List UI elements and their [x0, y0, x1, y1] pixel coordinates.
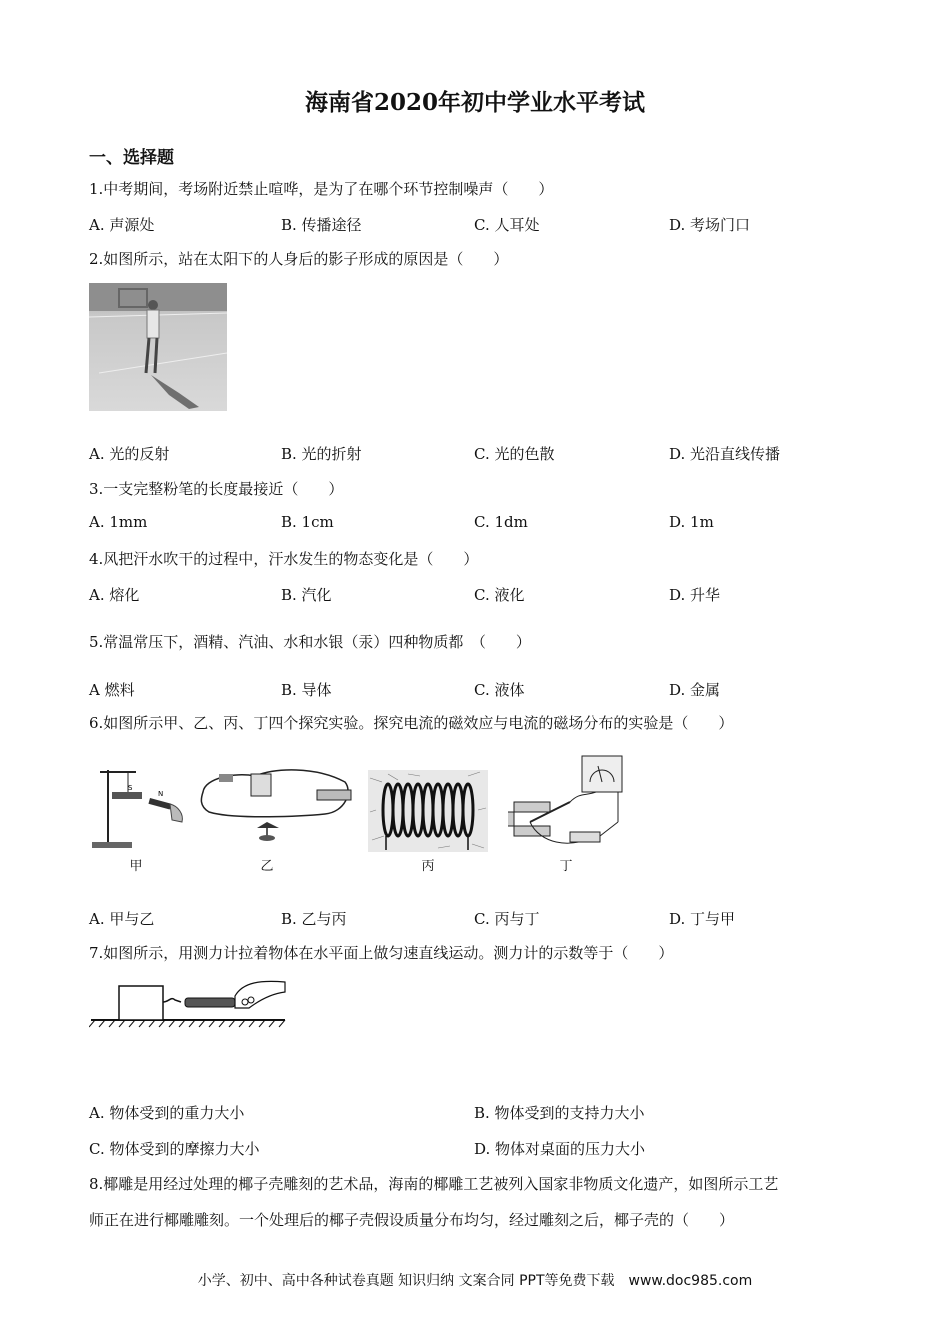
- q3-option-a: A. 1mm: [89, 513, 148, 531]
- q5-option-d: D. 金属: [669, 681, 721, 699]
- q2-option-a: A. 光的反射: [89, 445, 170, 463]
- figure-caption-ding: 丁: [559, 859, 573, 874]
- q5-option-b: B. 导体: [281, 681, 332, 699]
- question-8-stem-line1: 8.椰雕是用经过处理的椰子壳雕刻的艺术品，海南的椰雕工艺被列入国家非物质文化遗产，如图所示工艺: [89, 1175, 779, 1193]
- question-3-stem: 3.一支完整粉笔的长度最接近（ ）: [89, 480, 344, 498]
- figure-yi-circuit-compass: [195, 762, 355, 852]
- q3-option-c: C. 1dm: [474, 513, 528, 531]
- figure-jia-magnet-stand: [88, 762, 188, 852]
- question-4-stem: 4.风把汗水吹干的过程中，汗水发生的物态变化是（ ）: [89, 550, 479, 568]
- q4-option-c: C. 液化: [474, 586, 525, 604]
- svg-text:S: S: [128, 784, 133, 792]
- figure-caption-yi: 乙: [260, 859, 274, 874]
- q7-option-c: C. 物体受到的摩擦力大小: [89, 1140, 260, 1158]
- figure-bing-solenoid-filings: [368, 770, 488, 852]
- q6-option-a: A. 甲与乙: [89, 910, 155, 928]
- question-8-stem-line2: 师正在进行椰雕雕刻。一个处理后的椰子壳假设质量分布均匀，经过雕刻之后，椰子壳的（ ）: [89, 1211, 735, 1229]
- q5-option-a: A 燃料: [89, 681, 135, 699]
- q3-option-b: B. 1cm: [281, 513, 334, 531]
- q6-option-c: C. 丙与丁: [474, 910, 540, 928]
- shadow-photo: [89, 283, 227, 411]
- q6-option-b: B. 乙与丙: [281, 910, 347, 928]
- q5-option-c: C. 液体: [474, 681, 525, 699]
- q7-option-a: A. 物体受到的重力大小: [89, 1104, 245, 1122]
- q2-option-c: C. 光的色散: [474, 445, 555, 463]
- question-1-stem: 1.中考期间，考场附近禁止喧哗，是为了在哪个环节控制噪声（ ）: [89, 180, 554, 198]
- q4-option-b: B. 汽化: [281, 586, 332, 604]
- q1-option-c: C. 人耳处: [474, 216, 540, 234]
- q1-option-b: B. 传播途径: [281, 216, 362, 234]
- q1-option-a: A. 声源处: [89, 216, 155, 234]
- question-2-stem: 2.如图所示，站在太阳下的人身后的影子形成的原因是（ ）: [89, 250, 509, 268]
- figure-caption-jia: 甲: [129, 859, 143, 874]
- q1-option-d: D. 考场门口: [669, 216, 751, 234]
- question-7-stem: 7.如图所示，用测力计拉着物体在水平面上做匀速直线运动。测力计的示数等于（ ）: [89, 944, 674, 962]
- figure-caption-bing: 丙: [421, 859, 435, 874]
- q6-option-d: D. 丁与甲: [669, 910, 736, 928]
- page-footer: 小学、初中、高中各种试卷真题 知识归纳 文案合同 PPT等免费下载 www.doc985.com: [197, 1273, 753, 1289]
- q4-option-a: A. 熔化: [89, 586, 140, 604]
- figure-spring-scale-block: [89, 972, 289, 1028]
- question-5-stem: 5.常温常压下，酒精、汽油、水和水银（汞）四种物质都 （ ）: [89, 633, 531, 651]
- q7-option-d: D. 物体对桌面的压力大小: [474, 1140, 646, 1158]
- page-title: 海南省2020年初中学业水平考试: [304, 89, 645, 116]
- q3-option-d: D. 1m: [669, 513, 714, 531]
- q4-option-d: D. 升华: [669, 586, 721, 604]
- q2-option-b: B. 光的折射: [281, 445, 362, 463]
- q2-option-d: D. 光沿直线传播: [669, 445, 781, 463]
- svg-text:N: N: [158, 790, 164, 798]
- question-6-stem: 6.如图所示甲、乙、丙、丁四个探究实验。探究电流的磁效应与电流的磁场分布的实验是（ ）: [89, 714, 734, 732]
- figure-ding-galvanometer: [500, 752, 640, 852]
- q7-option-b: B. 物体受到的支持力大小: [474, 1104, 645, 1122]
- section-heading: 一、选择题: [89, 148, 174, 168]
